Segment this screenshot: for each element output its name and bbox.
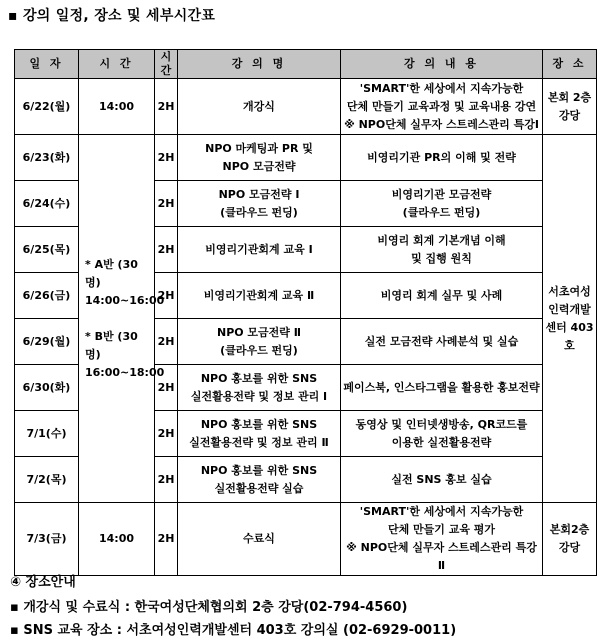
table-row (15, 79, 597, 135)
cell-hours: 2H (155, 319, 178, 365)
section-heading: ▪ 강의 일정, 장소 및 세부시간표 (8, 8, 216, 24)
cell-content: 동영상 및 인터넷생방송, QR코드를 이용한 실전활용전략 (341, 411, 543, 457)
cell-date: 7/2(목) (15, 457, 79, 503)
table-row (15, 503, 597, 576)
cell-lecture: NPO 홍보를 위한 SNS 실전활용전략 및 정보 관리 Ⅱ (178, 411, 341, 457)
cell-content: 비영리기관 PR의 이해 및 전략 (341, 135, 543, 181)
cell-date: 7/1(수) (15, 411, 79, 457)
header-place: 장 소 (543, 50, 597, 79)
header-lecture: 강 의 명 (178, 50, 341, 79)
cell-hours: 2H (155, 181, 178, 227)
cell-date: 7/3(금) (15, 503, 79, 576)
cell-time: 14:00 (79, 503, 155, 576)
cell-lecture: NPO 마케팅과 PR 및 NPO 모금전략 (178, 135, 341, 181)
cell-hours: 2H (155, 227, 178, 273)
cell-date: 6/29(월) (15, 319, 79, 365)
info-line-sns-venue: ▪ SNS 교육 장소 : 서초여성인력개발센터 403호 강의실 (02-6929-0011) (10, 623, 457, 638)
cell-content: 비영리 회계 실무 및 사례 (341, 273, 543, 319)
cell-lecture: NPO 모금전략 Ⅱ (클라우드 펀딩) (178, 319, 341, 365)
cell-lecture: 비영리기관회계 교육 Ⅱ (178, 273, 341, 319)
cell-place: 본회 2층 강당 (543, 79, 597, 135)
cell-lecture: 개강식 (178, 79, 341, 135)
cell-hours: 2H (155, 135, 178, 181)
cell-hours: 2H (155, 411, 178, 457)
cell-date: 6/26(금) (15, 273, 79, 319)
cell-group-place: 서초여성 인력개발 센터 403호 (543, 135, 597, 503)
cell-date: 6/25(목) (15, 227, 79, 273)
header-hours: 시간 (155, 50, 178, 79)
header-time: 시 간 (79, 50, 155, 79)
cell-content: 실전 모금전략 사례분석 및 실습 (341, 319, 543, 365)
cell-hours: 2H (155, 503, 178, 576)
cell-content: 비영리 회계 기본개념 이해 및 집행 원칙 (341, 227, 543, 273)
cell-lecture: NPO 홍보를 위한 SNS 실전활용전략 및 정보 관리 Ⅰ (178, 365, 341, 411)
cell-content: 비영리기관 모금전략 (클라우드 펀딩) (341, 181, 543, 227)
cell-content: 페이스북, 인스타그램을 활용한 홍보전략 (341, 365, 543, 411)
cell-hours: 2H (155, 365, 178, 411)
schedule-table (14, 49, 597, 576)
cell-date: 6/24(수) (15, 181, 79, 227)
cell-content: 'SMART'한 세상에서 지속가능한 단체 만들기 교육 평가 ※ NPO단체 실무자 스트레스관리 특강Ⅱ (341, 503, 543, 576)
cell-date: 6/23(화) (15, 135, 79, 181)
cell-content: 실전 SNS 홍보 실습 (341, 457, 543, 503)
info-line-ceremony: ▪ 개강식 및 수료식 : 한국여성단체협의회 2층 강당(02-794-4560) (10, 600, 408, 615)
table-row (15, 135, 597, 181)
table-header-row (15, 50, 597, 79)
cell-lecture: NPO 홍보를 위한 SNS 실전활용전략 실습 (178, 457, 341, 503)
header-content: 강 의 내 용 (341, 50, 543, 79)
cell-time: 14:00 (79, 79, 155, 135)
cell-lecture: 비영리기관회계 교육 Ⅰ (178, 227, 341, 273)
cell-hours: 2H (155, 79, 178, 135)
cell-date: 6/30(화) (15, 365, 79, 411)
cell-content: 'SMART'한 세상에서 지속가능한 단체 만들기 교육과정 및 교육내용 강연 ※ NPO단체 실무자 스트레스관리 특강Ⅰ (341, 79, 543, 135)
cell-place: 본회2층 강당 (543, 503, 597, 576)
cell-group-time: * A반 (30명) 14:00~16:00 * B반 (30명) 16:00~18:00 (79, 135, 155, 503)
cell-hours: 2H (155, 457, 178, 503)
cell-lecture: 수료식 (178, 503, 341, 576)
cell-lecture: NPO 모금전략 Ⅰ (클라우드 펀딩) (178, 181, 341, 227)
header-date: 일 자 (15, 50, 79, 79)
cell-hours: 2H (155, 273, 178, 319)
info-title: ④ 장소안내 (10, 575, 76, 590)
cell-date: 6/22(월) (15, 79, 79, 135)
